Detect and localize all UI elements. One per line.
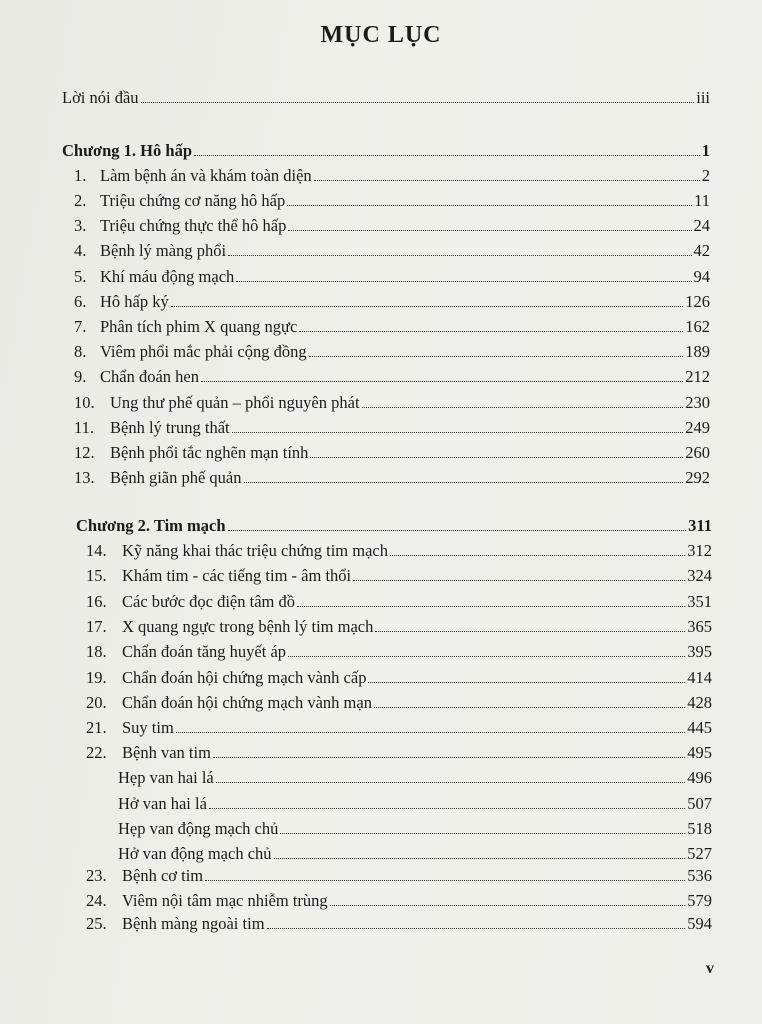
toc-label: Chẩn đoán tăng huyết áp — [122, 642, 287, 661]
leader-dots — [228, 255, 691, 256]
toc-item — [74, 342, 710, 362]
toc-label: Chẩn đoán hen — [100, 367, 199, 386]
toc-page-number: 312 — [687, 541, 712, 560]
toc-page-number: 324 — [687, 566, 712, 585]
page-number-footer: v — [706, 960, 714, 977]
toc-label: X quang ngực trong bệnh lý tim mạch — [122, 617, 374, 636]
leader-dots — [314, 180, 700, 181]
toc-page-number: 189 — [685, 342, 710, 361]
leader-dots — [274, 858, 686, 859]
leader-dots — [299, 331, 683, 332]
leader-dots — [205, 880, 685, 881]
toc-item — [74, 166, 710, 186]
toc-page-number: 126 — [685, 292, 710, 311]
toc-label: Hẹp van động mạch chủ — [118, 819, 279, 838]
toc-page-number: 594 — [687, 914, 712, 933]
toc-page-number: 507 — [687, 794, 712, 813]
toc-subitem — [118, 768, 712, 788]
leader-dots — [280, 833, 685, 834]
toc-label: Chương 2. Tim mạch — [76, 516, 226, 535]
toc-item — [74, 267, 710, 287]
toc-page-number: 518 — [687, 819, 712, 838]
toc-label: Triệu chứng cơ năng hô hấp — [100, 191, 286, 210]
leader-dots — [209, 808, 685, 809]
toc-item — [74, 241, 710, 261]
toc-item — [74, 191, 710, 211]
leader-dots — [232, 432, 684, 433]
toc-item-number: 18. — [86, 642, 107, 661]
toc-item-number: 12. — [74, 443, 95, 462]
toc-label: Bệnh van tim — [122, 743, 211, 762]
toc-label: Hở van hai lá — [118, 794, 207, 813]
leader-dots — [288, 656, 685, 657]
leader-dots — [390, 555, 685, 556]
toc-page-number: 496 — [687, 768, 712, 787]
toc-item — [74, 418, 710, 438]
toc-item-number: 17. — [86, 617, 107, 636]
toc-item-number: 22. — [86, 743, 107, 762]
toc-label: Hở van động mạch chủ — [118, 844, 272, 863]
toc-page-number: 579 — [687, 891, 712, 910]
toc-page-number: 311 — [688, 516, 712, 535]
toc-item-number: 21. — [86, 718, 107, 737]
toc-item-number: 4. — [74, 241, 87, 260]
toc-item-number: 14. — [86, 541, 107, 560]
toc-item — [86, 668, 712, 688]
toc-label: Khám tim - các tiếng tim - âm thổi — [122, 566, 352, 585]
toc-chapter-1 — [62, 141, 710, 161]
toc-item — [74, 443, 710, 463]
toc-item-number: 11. — [74, 418, 95, 437]
toc-label: Suy tim — [122, 718, 174, 737]
toc-item-number: 13. — [74, 468, 95, 487]
toc-item — [86, 617, 712, 637]
toc-item — [74, 216, 710, 236]
leader-dots — [362, 407, 684, 408]
toc-item — [74, 292, 710, 312]
toc-label: Bệnh giãn phế quản — [110, 468, 242, 487]
toc-label: Bệnh cơ tim — [122, 866, 204, 885]
leader-dots — [288, 230, 691, 231]
toc-label: Ung thư phế quản – phổi nguyên phát — [110, 393, 360, 412]
toc-label: Hô hấp ký — [100, 292, 169, 311]
toc-item-number: 25. — [86, 914, 107, 933]
toc-label: Chương 1. Hô hấp — [62, 141, 192, 160]
toc-label: Bệnh lý trung thất — [110, 418, 230, 437]
toc-item-number: 10. — [74, 393, 95, 412]
toc-page-number: 527 — [687, 844, 712, 863]
toc-label: Bệnh lý màng phổi — [100, 241, 227, 260]
leader-dots — [375, 631, 685, 632]
leader-dots — [374, 707, 685, 708]
leader-dots — [201, 381, 683, 382]
leader-dots — [236, 281, 691, 282]
toc-label: Khí máu động mạch — [100, 267, 235, 286]
leader-dots — [297, 606, 685, 607]
toc-label: Viêm nội tâm mạc nhiễm trùng — [122, 891, 328, 910]
toc-label: Lời nói đầu — [62, 88, 139, 107]
toc-item — [86, 642, 712, 662]
toc-label: Hẹp van hai lá — [118, 768, 214, 787]
toc-item — [86, 743, 712, 763]
toc-page-number: 260 — [685, 443, 710, 462]
toc-page-number: 212 — [685, 367, 710, 386]
leader-dots — [310, 457, 683, 458]
toc-page-number: 11 — [694, 191, 710, 210]
toc-label: Chẩn đoán hội chứng mạch vành cấp — [122, 668, 367, 687]
toc-subitem — [118, 844, 712, 864]
toc-label: Kỹ năng khai thác triệu chứng tim mạch — [122, 541, 388, 560]
toc-page-number: 395 — [687, 642, 712, 661]
toc-page-number: 249 — [685, 418, 710, 437]
toc-item — [86, 592, 712, 612]
toc-item-number: 15. — [86, 566, 107, 585]
toc-item-number: 3. — [74, 216, 87, 235]
leader-dots — [368, 682, 685, 683]
toc-item — [74, 317, 710, 337]
toc-preface — [62, 88, 710, 108]
toc-label: Làm bệnh án và khám toàn diện — [100, 166, 312, 185]
toc-item-number: 24. — [86, 891, 107, 910]
toc-item — [86, 693, 712, 713]
toc-page-number: 42 — [693, 241, 710, 260]
toc-label: Triệu chứng thực thể hô hấp — [100, 216, 287, 235]
toc-page-number: 351 — [687, 592, 712, 611]
leader-dots — [267, 928, 686, 929]
toc-label: Bệnh phổi tắc nghẽn mạn tính — [110, 443, 309, 462]
toc-item-number: 23. — [86, 866, 107, 885]
toc-page-number: 1 — [701, 141, 710, 160]
toc-item-number: 1. — [74, 166, 87, 185]
leader-dots — [309, 356, 684, 357]
toc-page-number: iii — [696, 88, 710, 107]
leader-dots — [171, 306, 684, 307]
toc-page-number: 292 — [685, 468, 710, 487]
toc-page-number: 495 — [687, 743, 712, 762]
toc-item-number: 20. — [86, 693, 107, 712]
toc-item — [86, 541, 712, 561]
toc-item-number: 2. — [74, 191, 87, 210]
toc-item-number: 7. — [74, 317, 87, 336]
leader-dots — [213, 757, 685, 758]
leader-dots — [287, 205, 692, 206]
leader-dots — [194, 155, 700, 156]
toc-subitem — [118, 794, 712, 814]
toc-page-number: 536 — [687, 866, 712, 885]
toc-page-number: 365 — [687, 617, 712, 636]
page-title: MỤC LỤC — [320, 22, 442, 48]
toc-item-number: 19. — [86, 668, 107, 687]
toc-label: Các bước đọc điện tâm đồ — [122, 592, 295, 611]
toc-page-number: 162 — [685, 317, 710, 336]
toc-page-number: 428 — [687, 693, 712, 712]
leader-dots — [216, 782, 685, 783]
toc-item — [74, 367, 710, 387]
toc-subitem — [118, 819, 712, 839]
toc-page-number: 445 — [687, 718, 712, 737]
leader-dots — [176, 732, 685, 733]
toc-page-number: 24 — [693, 216, 710, 235]
toc-item — [86, 718, 712, 738]
toc-label: Bệnh màng ngoài tim — [122, 914, 265, 933]
toc-page-number: 94 — [693, 267, 710, 286]
leader-dots — [141, 102, 695, 103]
toc-item-number: 6. — [74, 292, 87, 311]
leader-dots — [330, 905, 686, 906]
toc-item-number: 5. — [74, 267, 87, 286]
leader-dots — [228, 530, 687, 531]
toc-item — [74, 393, 710, 413]
leader-dots — [353, 580, 685, 581]
toc-item-number: 9. — [74, 367, 87, 386]
toc-label: Viêm phổi mắc phải cộng đồng — [100, 342, 307, 361]
toc-page-number: 2 — [701, 166, 710, 185]
toc-item-number: 16. — [86, 592, 107, 611]
toc-page-number: 230 — [685, 393, 710, 412]
toc-item — [86, 566, 712, 586]
toc-item — [86, 891, 712, 911]
toc-label: Chẩn đoán hội chứng mạch vành mạn — [122, 693, 372, 712]
toc-item — [86, 914, 712, 934]
toc-item-number: 8. — [74, 342, 87, 361]
toc-item — [86, 866, 712, 886]
toc-chapter-2 — [76, 516, 712, 536]
toc-item — [74, 468, 710, 488]
toc-page-number: 414 — [687, 668, 712, 687]
leader-dots — [244, 482, 684, 483]
toc-label: Phân tích phim X quang ngực — [100, 317, 298, 336]
